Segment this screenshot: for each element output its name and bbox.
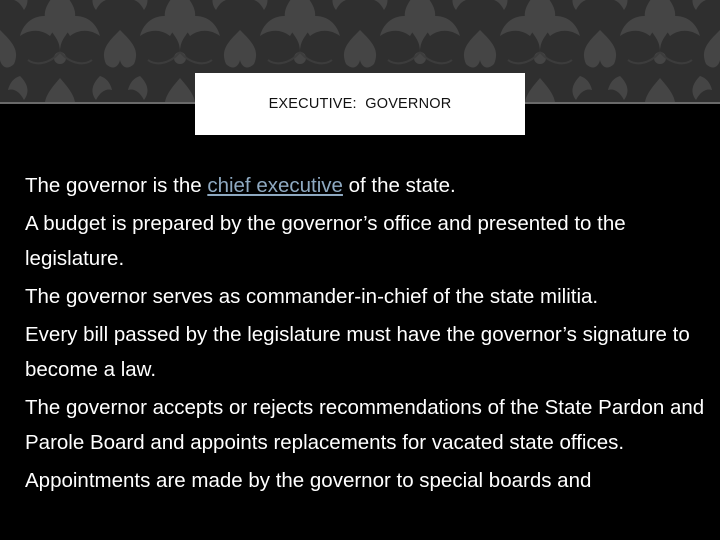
title-box xyxy=(195,73,525,135)
bullet-text: The governor is the xyxy=(25,174,208,197)
bullet-commander: The governor serves as commander-in-chief of the state militia. xyxy=(25,285,599,308)
bullet-pardon-board: The governor accepts or rejects recommendations of the State Pardon and Parole Board and appoints replacements for vacated state offices. xyxy=(25,396,705,454)
bullet-chief-executive xyxy=(25,168,715,203)
slide-title: EXECUTIVE: GOVERNOR xyxy=(268,96,452,112)
bullet-budget: A budget is prepared by the governor’s office and presented to the legislature. xyxy=(25,212,626,270)
bullet-appointments: Appointments are made by the governor to special boards and xyxy=(25,469,592,492)
chief-executive-link[interactable]: chief executive xyxy=(207,174,343,197)
bullet-signature: Every bill passed by the legislature must have the governor’s signature to become a law. xyxy=(25,323,690,381)
bullet-list xyxy=(25,168,715,501)
bullet-text: of the state. xyxy=(342,174,456,197)
